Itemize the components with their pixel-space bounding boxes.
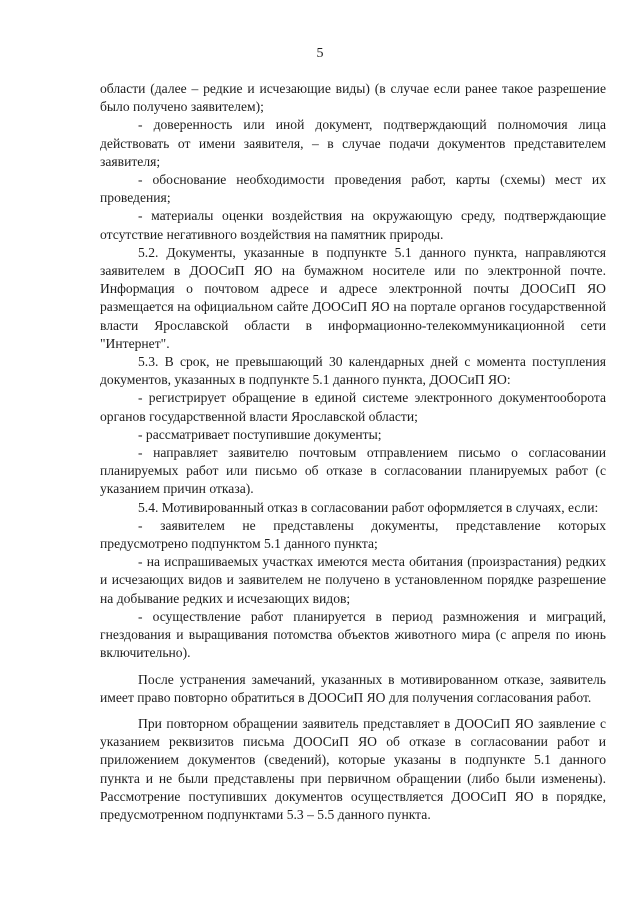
list-item-registers: - регистрирует обращение в единой системе электронного документооборота органов государственной власти Ярославской области; [100,390,606,424]
list-item-sends-letter: - направляет заявителю почтовым отправлением письмо о согласовании планируемых работ или письмо об отказе в согласовании планируемых работ (с указанием причин отказа). [100,445,606,497]
list-item-habitats: - на испрашиваемых участках имеются места обитания (произрастания) редких и исчезающих видов и заявителем не получено в установленном порядке разрешение на добывание редких и исчезающих видов; [100,554,606,606]
list-item-impact-assessment: - материалы оценки воздействия на окружающую среду, подтверждающие отсутствие негативного воздействия на памятник природы. [100,208,606,242]
list-item-reviews: - рассматривает поступившие документы; [138,426,382,442]
clause-5-4: 5.4. Мотивированный отказ в согласовании работ оформляется в случаях, если: [138,499,599,515]
paragraph-repeat-application: При повторном обращении заявитель представляет в ДООСиП ЯО заявление с указанием реквизитов письма ДООСиП ЯО об отказе в согласовании работ и приложением документов (сведений), которые указаны в подпункте 5.1 данного пункта и не были представлены при первичном обращении (либо были изменены). Рассмотрение поступивших документов осуществляется ДООСиП ЯО в порядке, предусмотренном подпунктами 5.3 – 5.5 данного пункта. [100,715,606,822]
list-item-power-of-attorney: - доверенность или иной документ, подтверждающий полномочия лица действовать от имени заявителя, – в случае подачи документов представителем заявителя; [100,117,606,169]
paragraph-after-remarks: После устранения замечаний, указанных в мотивированном отказе, заявитель имеет право повторно обратиться в ДООСиП ЯО для получения согласования работ. [100,671,606,705]
list-item-justification: - обоснование необходимости проведения работ, карты (схемы) мест их проведения; [100,172,606,206]
paragraph-continuation: области (далее – редкие и исчезающие виды) (в случае если ранее такое разрешение было получено заявителем); [100,81,606,115]
list-item-missing-documents: - заявителем не представлены документы, представление которых предусмотрено подпунктом 5.1 данного пункта; [100,517,606,552]
page-number: 5 [316,46,324,61]
clause-5-2: 5.2. Документы, указанные в подпункте 5.1 данного пункта, направляются заявителем в ДООСиП ЯО на бумажном носителе или по электронной почте. Информация о почтовом адресе и адресе электронной почты ДООСиП ЯО размещается на официальном сайте ДООСиП ЯО на портале органов государственной власти Ярославской области в информационно-телекоммуникационной сети "Интернет". [100,244,606,351]
list-item-breeding-period: - осуществление работ планируется в период размножения и миграций, гнездования и выращивания потомства объектов животного мира (с апреля по июнь включительно). [100,608,606,661]
document-body [100,80,606,824]
clause-5-3: 5.3. В срок, не превышающий 30 календарных дней с момента поступления документов, указанных в подпункте 5.1 данного пункта, ДООСиП ЯО: [100,354,606,388]
